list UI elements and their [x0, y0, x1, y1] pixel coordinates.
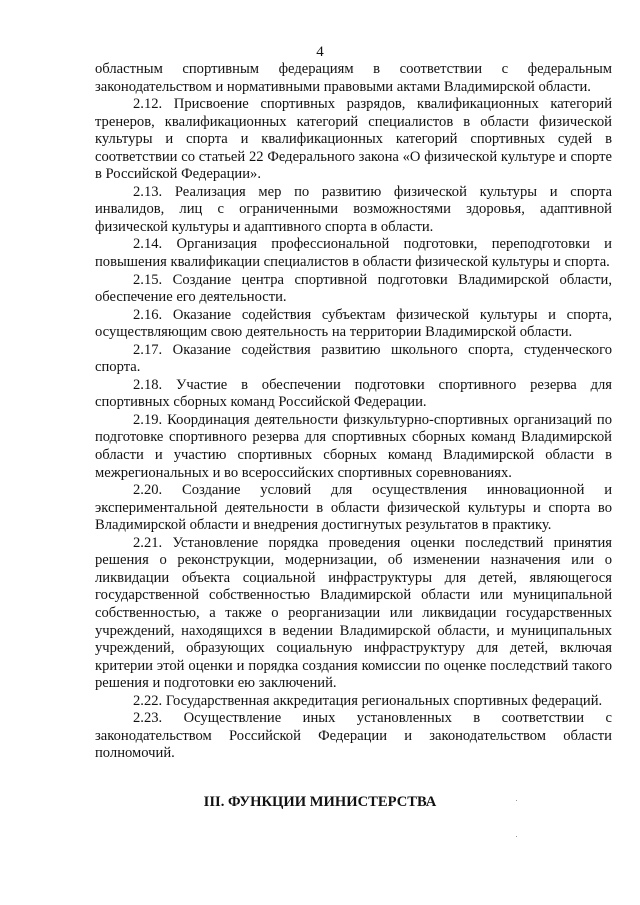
paragraph-2-13: 2.13. Реализация мер по развитию физической культуры и спорта инвалидов, лиц с ограниченными возможностями здоровья, адаптивной физической культуры и адаптивного спорта в области. [95, 183, 612, 235]
scan-speck [516, 836, 517, 837]
paragraph-2-19: 2.19. Координация деятельности физкультурно-спортивных организаций по подготовке спортивного резерва для спортивных сборных команд Владимирской области и участию спортивных сборных команд Владимирской области в межрегиональных и во всероссийских спортивных соревнованиях. [95, 411, 612, 481]
paragraph-2-23: 2.23. Осуществление иных установленных в соответствии с законодательством Российской Федерации и законодательством области полномочий. [95, 710, 612, 762]
paragraph-2-12: 2.12. Присвоение спортивных разрядов, квалификационных категорий тренеров, квалификационных категорий специалистов в области физической культуры и спорта и квалификационных категорий спортивных судей в соответствии со статьей 22 Федерального закона «О физической культуре и спорте в Российской Федерации». [95, 96, 612, 183]
page-number: 4 [316, 44, 324, 60]
paragraph-2-18: 2.18. Участие в обеспечении подготовки спортивного резерва для спортивных сборных команд Российской Федерации. [95, 376, 612, 411]
section-heading: III. ФУНКЦИИ МИНИСТЕРСТВА [203, 794, 437, 810]
paragraph-continuation: областным спортивным федерациям в соответствии с федеральным законодательством и нормативными правовыми актами Владимирской области. [95, 61, 612, 95]
paragraph-2-20: 2.20. Создание условий для осуществления инновационной и экспериментальной деятельности в области физической культуры и спорта во Владимирской области и внедрения достигнутых результатов в практику. [95, 482, 612, 534]
scan-speck [516, 800, 517, 801]
paragraph-2-15: 2.15. Создание центра спортивной подготовки Владимирской области, обеспечение его деятельности. [95, 271, 612, 306]
paragraph-2-16: 2.16. Оказание содействия субъектам физической культуры и спорта, осуществляющим свою деятельность на территории Владимирской области. [95, 306, 612, 341]
paragraph-2-22: 2.22. Государственная аккредитация региональных спортивных федераций. [133, 692, 603, 709]
paragraph-2-21: 2.21. Установление порядка проведения оценки последствий принятия решения о реконструкции, модернизации, об изменении назначения или о ликвидации объекта социальной инфраструктуры для детей, являющегося государственной собственностью Владимирской области или муниципальной собственностью, а также о реорганизации или ликвидации государственных учреждений, находящихся в ведении Владимирской области, и муниципальных учреждений, образующих социальную инфраструктуру для детей, включая критерии этой оценки и порядка создания комиссии по оценке последствий такого решения и подготовки ею заключений. [95, 534, 612, 692]
paragraph-2-14: 2.14. Организация профессиональной подготовки, переподготовки и повышения квалификации специалистов в области физической культуры и спорта. [95, 236, 612, 271]
paragraph-2-17: 2.17. Оказание содействия развитию школьного спорта, студенческого спорта. [95, 341, 612, 376]
document-body [95, 61, 612, 763]
